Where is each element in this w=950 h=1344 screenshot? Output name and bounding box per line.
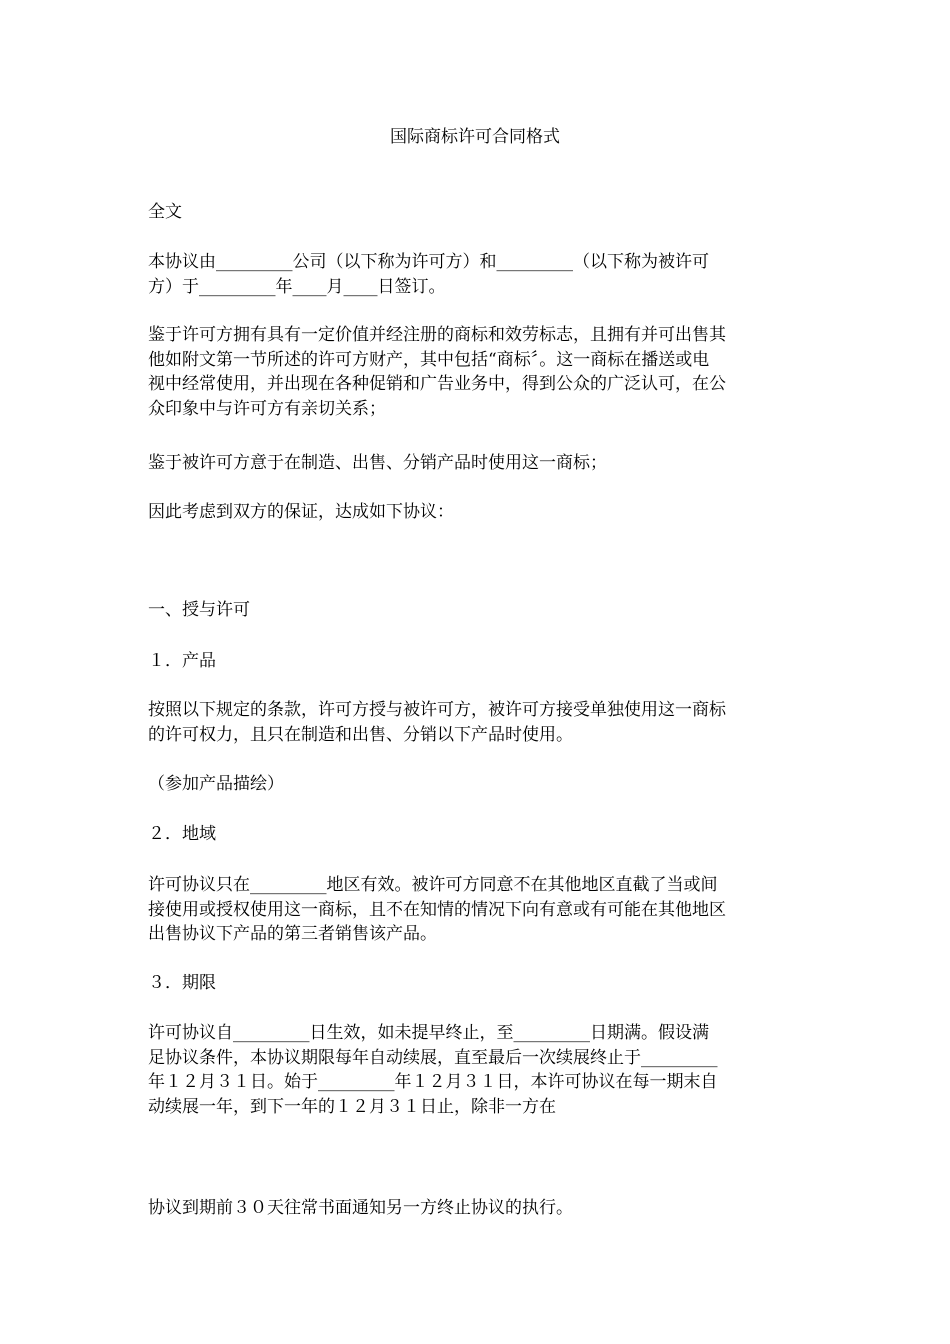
whereas-line: 众印象中与许可方有亲切关系； xyxy=(148,398,386,419)
whereas-line: 鉴于许可方拥有具有一定价值并经注册的商标和效劳标志，且拥有并可出售其 xyxy=(148,325,726,345)
product-line: 按照以下规定的条款，许可方授与被许可方，被许可方接受单独使用这一商标 xyxy=(148,700,726,720)
whereas-paragraph-1 xyxy=(148,323,808,421)
item-heading-term: ３．期限 xyxy=(148,973,216,993)
preamble-paragraph xyxy=(148,250,808,299)
therefore-paragraph: 因此考虑到双方的保证，达成如下协议： xyxy=(148,502,454,522)
whereas-line: 视中经常使用，并出现在各种促销和广告业务中，得到公众的广泛认可，在公 xyxy=(148,374,726,394)
fulltext-label: 全文 xyxy=(148,202,182,222)
whereas-line: 他如附文第一节所述的许可方财产，其中包括“商标〞。这一商标在播送或电 xyxy=(148,349,710,370)
territory-paragraph xyxy=(148,873,808,947)
territory-line: 出售协议下产品的第三者销售该产品。 xyxy=(148,924,437,944)
territory-line: 许可协议只在_________地区有效。被许可方同意不在其他地区直截了当或间 xyxy=(148,875,718,895)
whereas-paragraph-2: 鉴于被许可方意于在制造、出售、分销产品时使用这一商标； xyxy=(148,453,607,473)
item-heading-product: １．产品 xyxy=(148,651,216,671)
preamble-line: 方）于_________年____月____日签订。 xyxy=(148,276,446,297)
term-line: 动续展一年，到下一年的１２月３１日止，除非一方在 xyxy=(148,1096,556,1117)
product-line: 的许可权力，且只在制造和出售、分销以下产品时使用。 xyxy=(148,724,573,745)
term-continued-paragraph: 协议到期前３０天往常书面通知另一方终止协议的执行。 xyxy=(148,1198,573,1218)
term-paragraph xyxy=(148,1021,808,1119)
territory-line: 接使用或授权使用这一商标，且不在知情的情况下向有意或有可能在其他地区 xyxy=(148,899,726,920)
document-title: 国际商标许可合同格式 xyxy=(390,127,560,147)
term-line: 许可协议自_________日生效，如未提早终止，至_________日期满。假设满 xyxy=(148,1023,709,1043)
product-paragraph xyxy=(148,698,808,747)
term-line: 足协议条件，本协议期限每年自动续展，直至最后一次续展终止于_________ xyxy=(148,1047,718,1068)
product-note: （参加产品描绘） xyxy=(148,774,284,794)
item-heading-territory: ２．地域 xyxy=(148,824,216,844)
term-line: 年１２月３１日。始于_________年１２月３１日，本许可协议在每一期末自 xyxy=(148,1072,718,1092)
section-heading-grant: 一、授与许可 xyxy=(148,600,250,620)
preamble-line: 本协议由_________公司（以下称为许可方）和_________（以下称为被许可 xyxy=(148,252,709,272)
